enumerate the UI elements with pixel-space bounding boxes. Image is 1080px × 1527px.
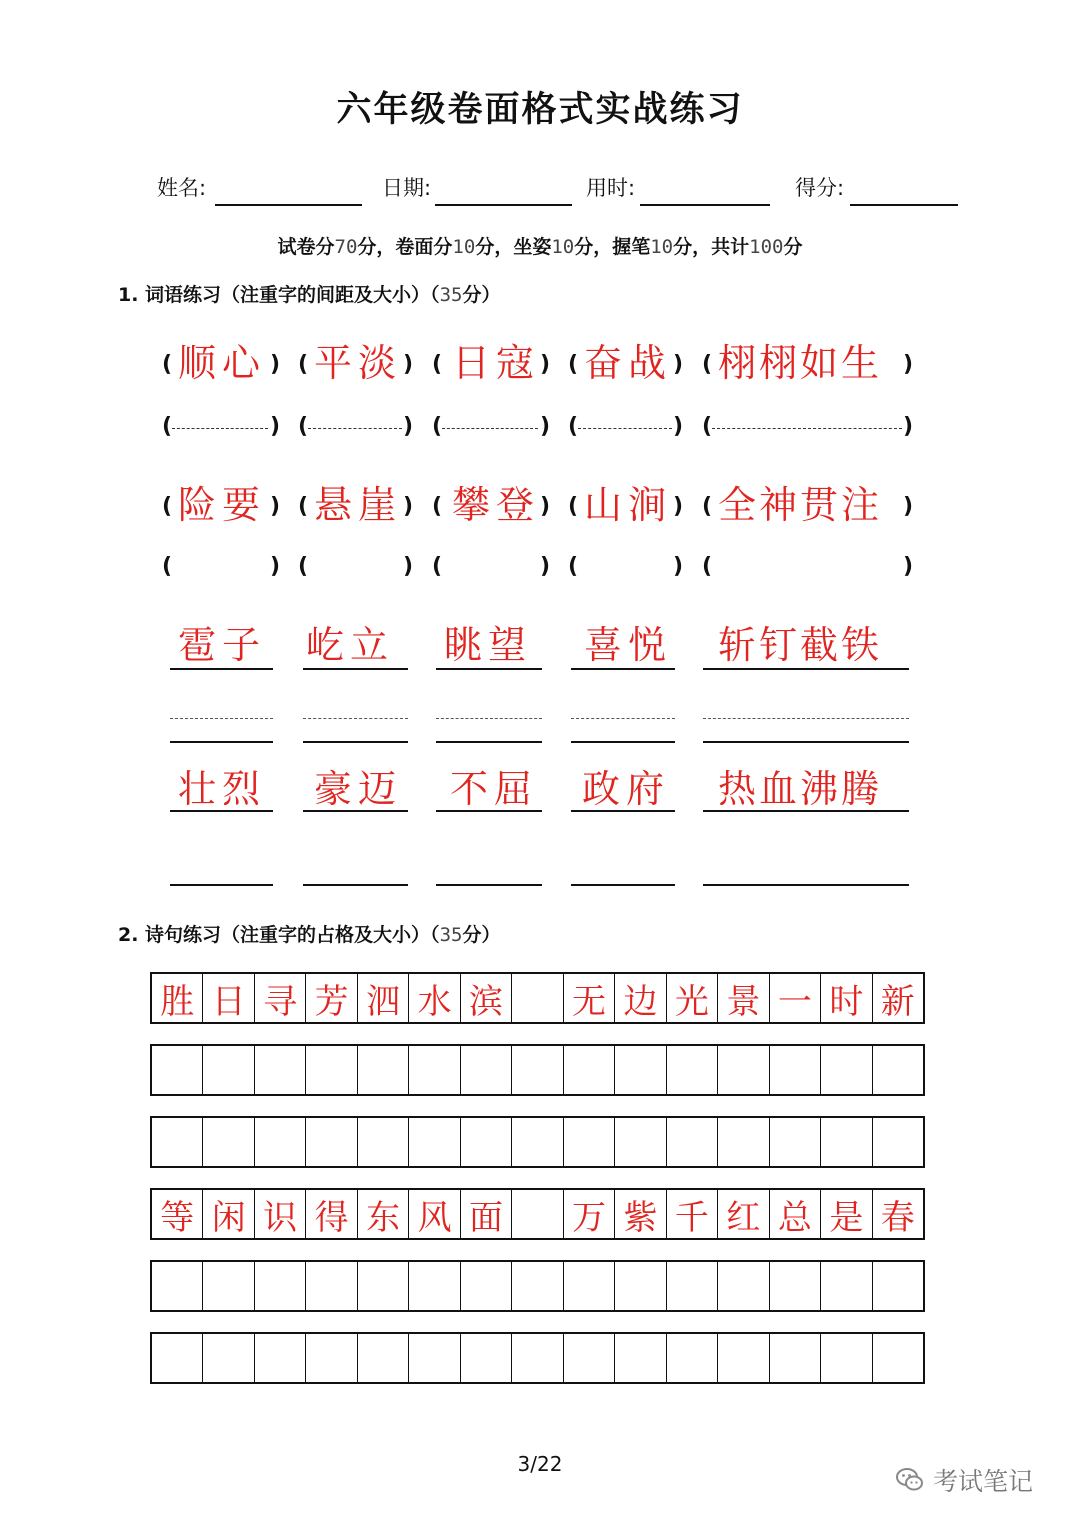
paren-close: ) xyxy=(270,352,281,377)
practice-space[interactable] xyxy=(712,556,902,580)
page-title: 六年级卷面格式实战练习 xyxy=(336,90,744,130)
grid-cell[interactable] xyxy=(821,1334,872,1382)
paren-open: ( xyxy=(162,352,173,377)
practice-line[interactable] xyxy=(436,741,542,743)
poem-grid-line-1 xyxy=(150,972,925,1024)
paren-open: ( xyxy=(432,494,443,519)
practice-guide xyxy=(703,718,909,719)
word: 热血沸腾 xyxy=(718,767,883,811)
grid-cell[interactable] xyxy=(255,1046,306,1094)
paren-close: ) xyxy=(540,352,551,377)
wechat-icon xyxy=(895,1465,925,1495)
paren-open: ( xyxy=(432,554,443,579)
grid-cell: 滨 xyxy=(461,974,512,1022)
grid-cell: 闲 xyxy=(203,1190,254,1238)
grid-cell[interactable] xyxy=(770,1262,821,1310)
practice-row-3 xyxy=(0,712,1080,752)
grid-cell: 紫 xyxy=(615,1190,666,1238)
grid-cell[interactable] xyxy=(306,1046,357,1094)
grid-cell[interactable] xyxy=(358,1262,409,1310)
paren-close: ) xyxy=(673,414,684,439)
grid-cell[interactable] xyxy=(615,1262,666,1310)
paren-open: ( xyxy=(298,494,309,519)
grid-cell: 泗 xyxy=(358,974,409,1022)
paren-open: ( xyxy=(162,414,173,439)
poem-practice-grid xyxy=(150,1260,925,1312)
grid-cell[interactable] xyxy=(358,1334,409,1382)
grid-cell[interactable] xyxy=(873,1046,923,1094)
score-label: 得分: xyxy=(795,176,845,200)
grid-cell[interactable] xyxy=(358,1118,409,1166)
paren-close: ) xyxy=(903,352,914,377)
watermark-text: 考试笔记 xyxy=(933,1467,1034,1496)
grid-cell[interactable] xyxy=(461,1262,512,1310)
grid-cell: 总 xyxy=(770,1190,821,1238)
grid-cell: 得 xyxy=(306,1190,357,1238)
grid-cell[interactable] xyxy=(306,1118,357,1166)
grid-cell: 景 xyxy=(718,974,769,1022)
paren-open: ( xyxy=(568,352,579,377)
practice-line[interactable] xyxy=(170,741,273,743)
grid-cell[interactable] xyxy=(615,1334,666,1382)
grid-cell[interactable] xyxy=(255,1118,306,1166)
watermark xyxy=(895,1462,1033,1498)
poem-practice-grid xyxy=(150,1116,925,1168)
underline xyxy=(436,810,542,812)
section1-title: 1. 词语练习（注重字的间距及大小）（35分） xyxy=(118,284,501,306)
grid-cell[interactable] xyxy=(667,1334,718,1382)
grid-cell[interactable] xyxy=(718,1046,769,1094)
grid-cell[interactable] xyxy=(564,1046,615,1094)
grid-cell[interactable] xyxy=(203,1334,254,1382)
paren-close: ) xyxy=(270,414,281,439)
grid-cell: 红 xyxy=(718,1190,769,1238)
name-field[interactable] xyxy=(215,204,362,206)
word: 日寇 xyxy=(452,341,541,385)
word: 斩钉截铁 xyxy=(718,623,883,667)
paren-close: ) xyxy=(403,352,414,377)
date-label: 日期: xyxy=(382,176,432,200)
practice-line[interactable] xyxy=(703,741,909,743)
underline xyxy=(303,810,408,812)
grid-cell[interactable] xyxy=(409,1046,460,1094)
page-number: 3/22 xyxy=(517,1452,563,1476)
score-field[interactable] xyxy=(850,204,958,206)
grid-cell[interactable] xyxy=(152,1118,203,1166)
word-row-1 xyxy=(0,340,1080,390)
section2-title: 2. 诗句练习（注重字的占格及大小）（35分） xyxy=(118,924,501,946)
time-label: 用时: xyxy=(586,176,636,200)
word-row-2 xyxy=(0,482,1080,532)
word: 喜悦 xyxy=(584,623,673,667)
word: 攀登 xyxy=(452,483,541,527)
practice-line[interactable] xyxy=(571,884,675,886)
grid-cell[interactable] xyxy=(821,1118,872,1166)
practice-space[interactable] xyxy=(712,428,902,429)
grid-cell: 一 xyxy=(770,974,821,1022)
paren-open: ( xyxy=(298,554,309,579)
grid-cell xyxy=(512,974,563,1022)
word: 山涧 xyxy=(584,483,673,527)
grid-cell[interactable] xyxy=(255,1334,306,1382)
grid-cell: 东 xyxy=(358,1190,409,1238)
grid-cell: 新 xyxy=(880,981,915,1022)
date-field[interactable] xyxy=(435,204,572,206)
practice-space[interactable] xyxy=(442,428,538,429)
grid-cell[interactable] xyxy=(152,1334,203,1382)
practice-space[interactable] xyxy=(308,428,402,429)
name-label: 姓名: xyxy=(157,176,207,200)
grid-cell[interactable] xyxy=(409,1262,460,1310)
grid-cell[interactable] xyxy=(306,1262,357,1310)
word: 雹子 xyxy=(178,623,267,667)
poem-practice-grid xyxy=(150,1044,925,1096)
grid-cell[interactable] xyxy=(512,1118,563,1166)
underline xyxy=(571,810,675,812)
practice-space[interactable] xyxy=(578,556,672,580)
word: 不屈 xyxy=(450,767,539,811)
grid-cell[interactable] xyxy=(564,1118,615,1166)
grid-cell[interactable] xyxy=(718,1262,769,1310)
grid-cell: 芳 xyxy=(306,974,357,1022)
practice-line[interactable] xyxy=(571,741,675,743)
grid-cell[interactable] xyxy=(821,1046,872,1094)
grid-cell: 胜 xyxy=(152,974,203,1022)
paren-open: ( xyxy=(702,494,713,519)
word: 平淡 xyxy=(314,341,403,385)
grid-cell[interactable] xyxy=(718,1118,769,1166)
paren-close: ) xyxy=(403,554,414,579)
grid-cell[interactable] xyxy=(873,1118,923,1166)
paren-close: ) xyxy=(673,352,684,377)
grid-cell[interactable] xyxy=(512,1262,563,1310)
grid-cell[interactable] xyxy=(564,1334,615,1382)
grid-cell[interactable] xyxy=(667,1262,718,1310)
grid-cell[interactable] xyxy=(409,1334,460,1382)
practice-space[interactable] xyxy=(578,428,672,429)
underline xyxy=(303,668,408,670)
paren-close: ) xyxy=(540,414,551,439)
poem-grid-line-2 xyxy=(150,1188,925,1240)
underline xyxy=(170,810,273,812)
grid-cell: 时 xyxy=(821,974,872,1022)
paren-close: ) xyxy=(903,554,914,579)
grid-cell[interactable] xyxy=(152,1046,203,1094)
practice-guide xyxy=(303,718,408,719)
underline xyxy=(703,668,909,670)
paren-close: ) xyxy=(540,494,551,519)
grid-cell: 边 xyxy=(615,974,666,1022)
practice-row-4 xyxy=(0,872,1080,892)
grid-cell[interactable] xyxy=(667,1046,718,1094)
practice-line[interactable] xyxy=(303,741,408,743)
word: 全神贯注 xyxy=(718,483,883,527)
paren-close: ) xyxy=(903,414,914,439)
paren-open: ( xyxy=(568,414,579,439)
paren-open: ( xyxy=(298,352,309,377)
word: 眺望 xyxy=(444,623,533,667)
grid-cell[interactable] xyxy=(203,1046,254,1094)
paren-close: ) xyxy=(540,554,551,579)
grid-cell[interactable] xyxy=(203,1262,254,1310)
grid-cell: 等 xyxy=(152,1190,203,1238)
underline xyxy=(436,668,542,670)
word: 政府 xyxy=(582,767,671,811)
grid-cell[interactable] xyxy=(255,1262,306,1310)
paren-open: ( xyxy=(702,414,713,439)
practice-guide xyxy=(436,718,542,719)
grid-cell[interactable] xyxy=(718,1334,769,1382)
grid-cell xyxy=(512,1190,563,1238)
paren-open: ( xyxy=(432,414,443,439)
paren-open: ( xyxy=(702,352,713,377)
practice-guide xyxy=(571,718,675,719)
paren-close: ) xyxy=(673,554,684,579)
grid-cell: 万 xyxy=(564,1190,615,1238)
grid-cell[interactable] xyxy=(358,1046,409,1094)
underline xyxy=(170,668,273,670)
grid-cell: 光 xyxy=(667,974,718,1022)
poem-practice-grid xyxy=(150,1332,925,1384)
paren-close: ) xyxy=(270,494,281,519)
paren-open: ( xyxy=(298,414,309,439)
time-field[interactable] xyxy=(640,204,770,206)
paren-close: ) xyxy=(903,494,914,519)
underline xyxy=(571,668,675,670)
grid-cell[interactable] xyxy=(152,1262,203,1310)
grid-cell[interactable] xyxy=(306,1334,357,1382)
grid-cell: 风 xyxy=(409,1190,460,1238)
grid-cell[interactable] xyxy=(821,1262,872,1310)
grid-cell[interactable] xyxy=(512,1334,563,1382)
practice-guide xyxy=(170,718,273,719)
word-row-3 xyxy=(0,622,1080,672)
paren-open: ( xyxy=(162,554,173,579)
grid-cell[interactable] xyxy=(873,1262,923,1310)
grid-cell: 水 xyxy=(409,974,460,1022)
practice-row-1 xyxy=(0,416,1080,446)
grid-cell[interactable] xyxy=(770,1046,821,1094)
practice-row-2 xyxy=(0,556,1080,586)
practice-line[interactable] xyxy=(303,884,408,886)
word-row-4 xyxy=(0,766,1080,816)
practice-line[interactable] xyxy=(703,884,909,886)
practice-space[interactable] xyxy=(172,556,268,580)
grid-cell[interactable] xyxy=(564,1262,615,1310)
word: 险要 xyxy=(178,483,267,527)
grid-cell[interactable] xyxy=(667,1118,718,1166)
grid-cell: 无 xyxy=(564,974,615,1022)
paren-close: ) xyxy=(673,494,684,519)
paren-open: ( xyxy=(568,554,579,579)
grid-cell: 春 xyxy=(880,1197,915,1238)
paren-close: ) xyxy=(403,494,414,519)
practice-space[interactable] xyxy=(308,556,402,580)
grid-cell: 日 xyxy=(203,974,254,1022)
word: 悬崖 xyxy=(314,483,403,527)
grid-cell[interactable] xyxy=(615,1118,666,1166)
practice-line[interactable] xyxy=(436,884,542,886)
grid-cell: 识 xyxy=(255,1190,306,1238)
grid-cell[interactable] xyxy=(770,1118,821,1166)
word: 奋战 xyxy=(584,341,673,385)
grid-cell[interactable] xyxy=(461,1334,512,1382)
practice-space[interactable] xyxy=(172,428,268,429)
grid-cell[interactable] xyxy=(512,1046,563,1094)
grid-cell: 是 xyxy=(821,1190,872,1238)
word: 屹立 xyxy=(306,623,395,667)
paren-close: ) xyxy=(403,414,414,439)
grid-cell[interactable] xyxy=(461,1046,512,1094)
grid-cell[interactable] xyxy=(409,1118,460,1166)
word: 栩栩如生 xyxy=(718,341,883,385)
paren-open: ( xyxy=(702,554,713,579)
paren-open: ( xyxy=(162,494,173,519)
grid-cell[interactable] xyxy=(770,1334,821,1382)
grid-cell: 千 xyxy=(667,1190,718,1238)
word: 壮烈 xyxy=(178,767,267,811)
grid-cell[interactable] xyxy=(873,1334,923,1382)
grid-cell[interactable] xyxy=(461,1118,512,1166)
word: 豪迈 xyxy=(314,767,403,811)
grid-cell[interactable] xyxy=(203,1118,254,1166)
paren-close: ) xyxy=(270,554,281,579)
grid-cell: 寻 xyxy=(255,974,306,1022)
grid-cell[interactable] xyxy=(615,1046,666,1094)
grid-cell: 面 xyxy=(461,1190,512,1238)
paren-open: ( xyxy=(432,352,443,377)
scoring-info: 试卷分70分，卷面分10分，坐姿10分，握笔10分，共计100分 xyxy=(277,236,803,258)
practice-line[interactable] xyxy=(170,884,273,886)
paren-open: ( xyxy=(568,494,579,519)
word: 顺心 xyxy=(178,341,267,385)
practice-space[interactable] xyxy=(442,556,538,580)
underline xyxy=(703,810,909,812)
